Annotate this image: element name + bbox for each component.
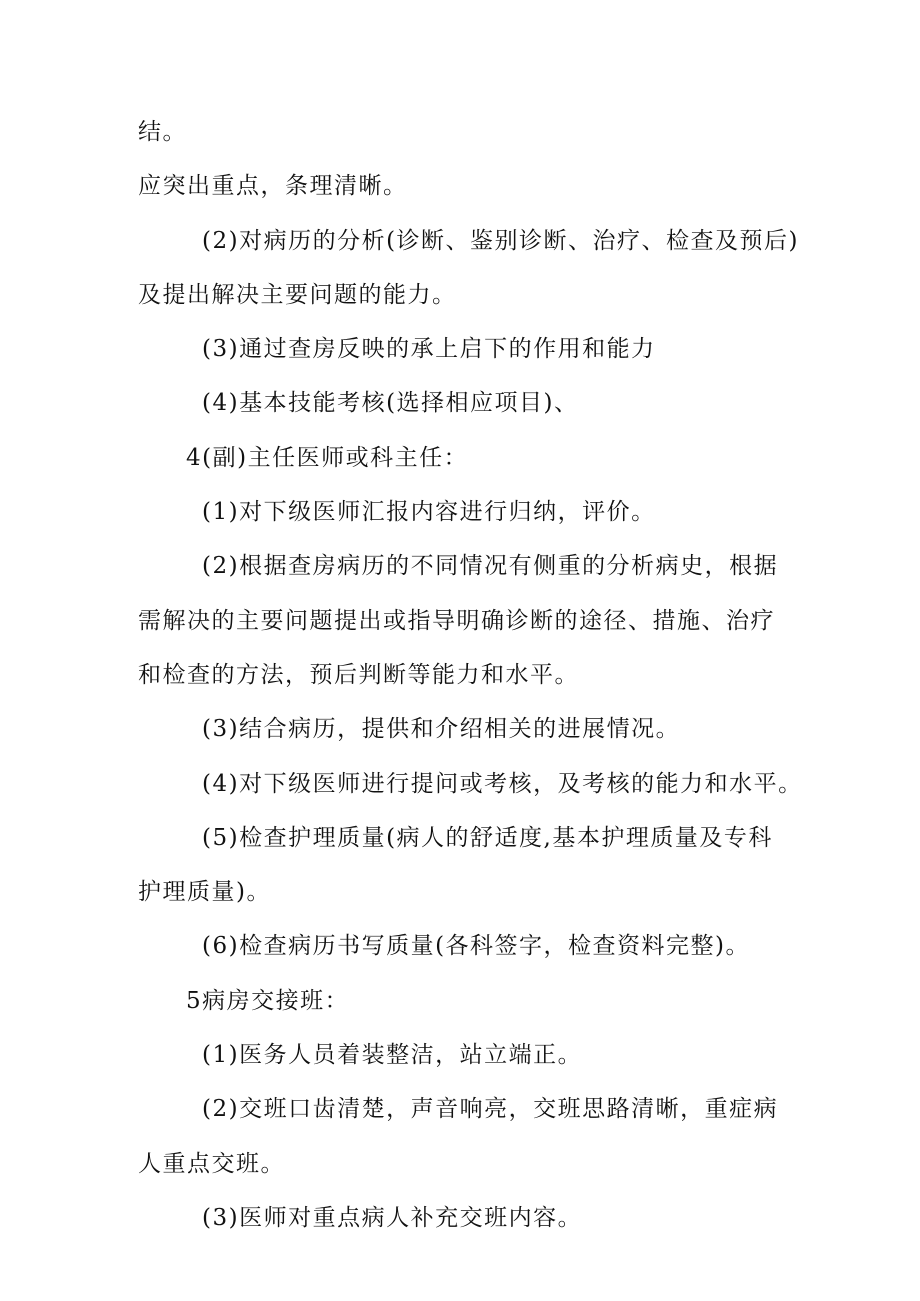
text-line: (5)检查护理质量(病人的舒适度,基本护理质量及专科 <box>202 824 773 851</box>
text-line: (1)医务人员着装整洁，站立端正。 <box>202 1042 583 1069</box>
text-line: 人重点交班。 <box>138 1150 285 1177</box>
section-heading: 4(副)主任医师或科主任： <box>186 444 469 471</box>
text-line: (2)根据查房病历的不同情况有侧重的分析病史，根据 <box>202 553 779 580</box>
text-line: 应突出重点，条理清晰。 <box>138 173 408 200</box>
text-line: 护理质量)。 <box>138 879 271 906</box>
text-line: (1)对下级医师汇报内容进行归纳，评价。 <box>202 499 656 526</box>
text-line: (4)对下级医师进行提问或考核，及考核的能力和水平。 <box>202 770 803 797</box>
text-line: (3)结合病历，提供和介绍相关的进展情况。 <box>202 716 681 743</box>
text-line: 需解决的主要问题提出或指导明确诊断的途径、措施、治疗 <box>138 607 775 634</box>
text-line: 及提出解决主要问题的能力。 <box>138 281 457 308</box>
text-line: (3)通过查房反映的承上启下的作用和能力 <box>202 336 656 363</box>
document-body <box>138 105 803 1245</box>
text-line: (3)医师对重点病人补充交班内容。 <box>202 1204 583 1231</box>
text-line: (2)交班口齿清楚，声音响亮，交班思路清晰，重症病 <box>202 1096 779 1123</box>
text-line: 和检查的方法，预后判断等能力和水平。 <box>138 661 579 688</box>
text-line: 结。 <box>138 119 187 145</box>
text-line: (4)基本技能考核(选择相应项目)、 <box>202 390 579 417</box>
text-line: (2)对病历的分析(诊断、鉴别诊断、治疗、检查及预后) <box>202 227 800 254</box>
text-line: (6)检查病历书写质量(各科签字，检查资料完整)。 <box>202 933 751 960</box>
section-heading: 5病房交接班： <box>186 987 350 1014</box>
